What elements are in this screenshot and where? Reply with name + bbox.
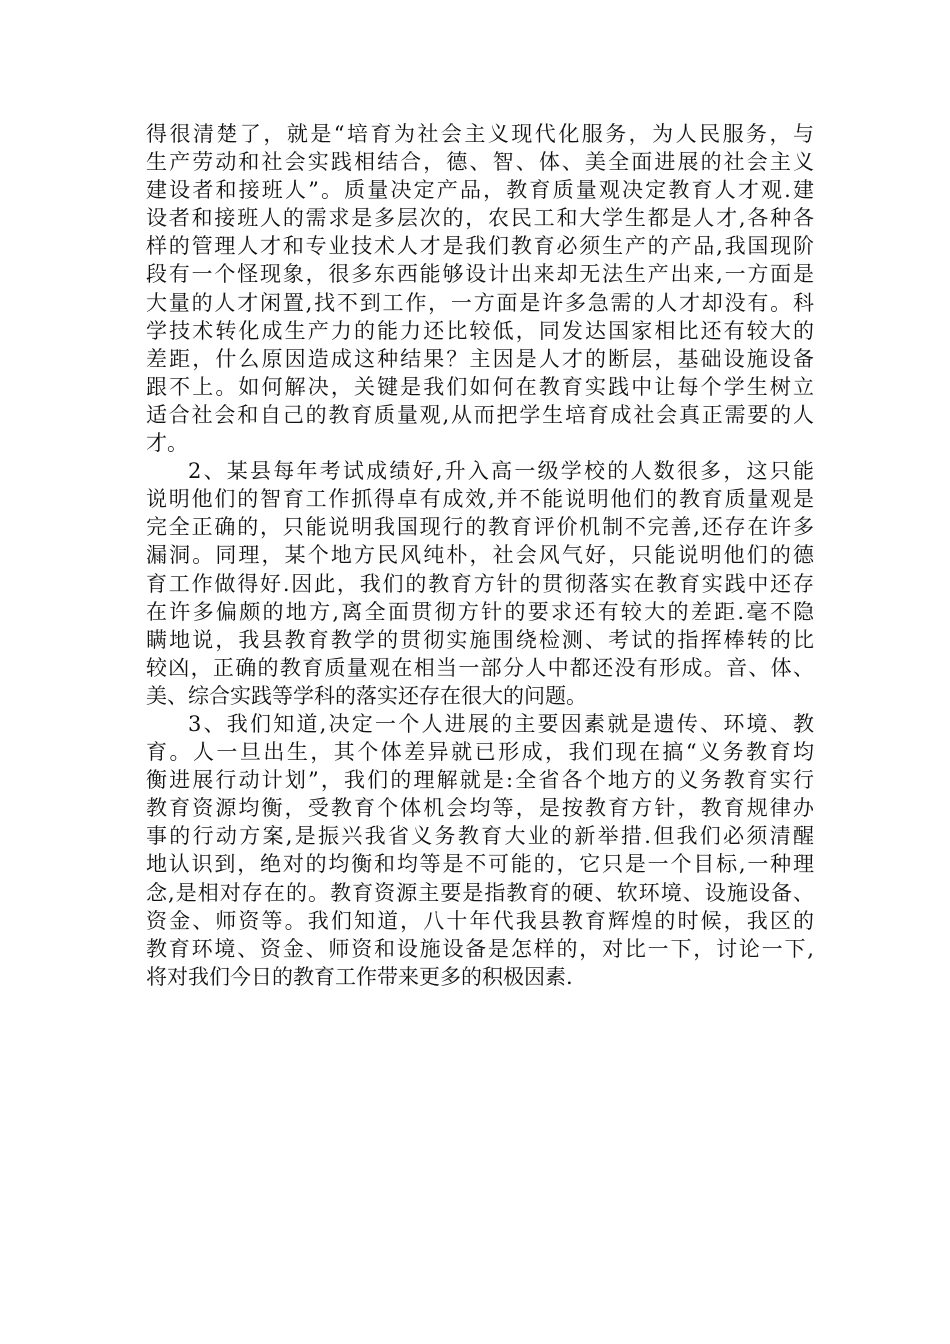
text-line: 差距，什么原因造成这种结果？主因是人才的断层，基础设施设备 bbox=[146, 346, 814, 371]
text-line: 说明他们的智育工作抓得卓有成效,并不能说明他们的教育质量观是 bbox=[146, 487, 814, 512]
paragraph-1 bbox=[146, 120, 814, 457]
text-line: 育工作做得好.因此，我们的教育方针的贯彻落实在教育实践中还存 bbox=[146, 571, 814, 596]
text-line: 资金、师资等。我们知道，八十年代我县教育辉煌的时候，我区的 bbox=[146, 908, 814, 933]
text-line: 教育环境、资金、师资和设施设备是怎样的，对比一下，讨论一下, bbox=[146, 936, 814, 961]
text-line: 跟不上。如何解决，关键是我们如何在教育实践中让每个学生树立 bbox=[146, 374, 814, 399]
paragraph-3 bbox=[146, 710, 814, 991]
text-line: 将对我们今日的教育工作带来更多的积极因素. bbox=[146, 964, 573, 989]
text-line: 漏洞。同理，某个地方民风纯朴，社会风气好，只能说明他们的德 bbox=[146, 543, 814, 568]
text-line: 段有一个怪现象，很多东西能够设计出来却无法生产出来,一方面是 bbox=[146, 262, 814, 287]
text-line: 才。 bbox=[146, 431, 188, 456]
text-line: 瞒地说，我县教育教学的贯彻实施围绕检测、考试的指挥棒转的比 bbox=[146, 627, 814, 652]
paragraph-2 bbox=[146, 457, 814, 710]
text-line: 衡进展行动计划”，我们的理解就是:全省各个地方的义务教育实行 bbox=[146, 768, 814, 793]
text-line: 事的行动方案,是振兴我省义务教育大业的新举措.但我们必须清醒 bbox=[146, 824, 814, 849]
text-line: 3、我们知道,决定一个人进展的主要因素就是遗传、环境、教 bbox=[188, 711, 814, 736]
text-line: 设者和接班人的需求是多层次的，农民工和大学生都是人才,各种各 bbox=[146, 206, 814, 231]
text-line: 得很清楚了，就是“培育为社会主义现代化服务，为人民服务，与 bbox=[146, 122, 814, 146]
text-line: 较凶，正确的教育质量观在相当一部分人中都还没有形成。音、体、 bbox=[146, 655, 814, 680]
text-line: 育。人一旦出生，其个体差异就已形成，我们现在搞“义务教育均 bbox=[146, 740, 814, 765]
text-line: 地认识到，绝对的均衡和均等是不可能的，它只是一个目标,一种理 bbox=[146, 852, 814, 877]
text-line: 念,是相对存在的。教育资源主要是指教育的硬、软环境、设施设备、 bbox=[146, 880, 814, 905]
text-line: 2、某县每年考试成绩好,升入高一级学校的人数很多，这只能 bbox=[188, 459, 814, 484]
text-line: 在许多偏颇的地方,离全面贯彻方针的要求还有较大的差距.毫不隐 bbox=[146, 599, 814, 624]
text-line: 适合社会和自己的教育质量观,从而把学生培育成社会真正需要的人 bbox=[146, 402, 814, 427]
text-line: 美、综合实践等学科的落实还存在很大的问题。 bbox=[146, 683, 587, 708]
text-line: 建设者和接班人”。质量决定产品，教育质量观决定教育人才观.建 bbox=[146, 178, 814, 203]
text-line: 学技术转化成生产力的能力还比较低，同发达国家相比还有较大的 bbox=[146, 318, 814, 343]
document-body bbox=[146, 120, 814, 991]
text-line: 大量的人才闲置,找不到工作，一方面是许多急需的人才却没有。科 bbox=[146, 290, 814, 315]
text-line: 完全正确的，只能说明我国现行的教育评价机制不完善,还存在许多 bbox=[146, 515, 814, 540]
text-line: 教育资源均衡，受教育个体机会均等，是按教育方针，教育规律办 bbox=[146, 796, 814, 821]
text-line: 生产劳动和社会实践相结合，德、智、体、美全面进展的社会主义 bbox=[146, 150, 814, 175]
text-line: 样的管理人才和专业技术人才是我们教育必须生产的产品,我国现阶 bbox=[146, 234, 814, 259]
